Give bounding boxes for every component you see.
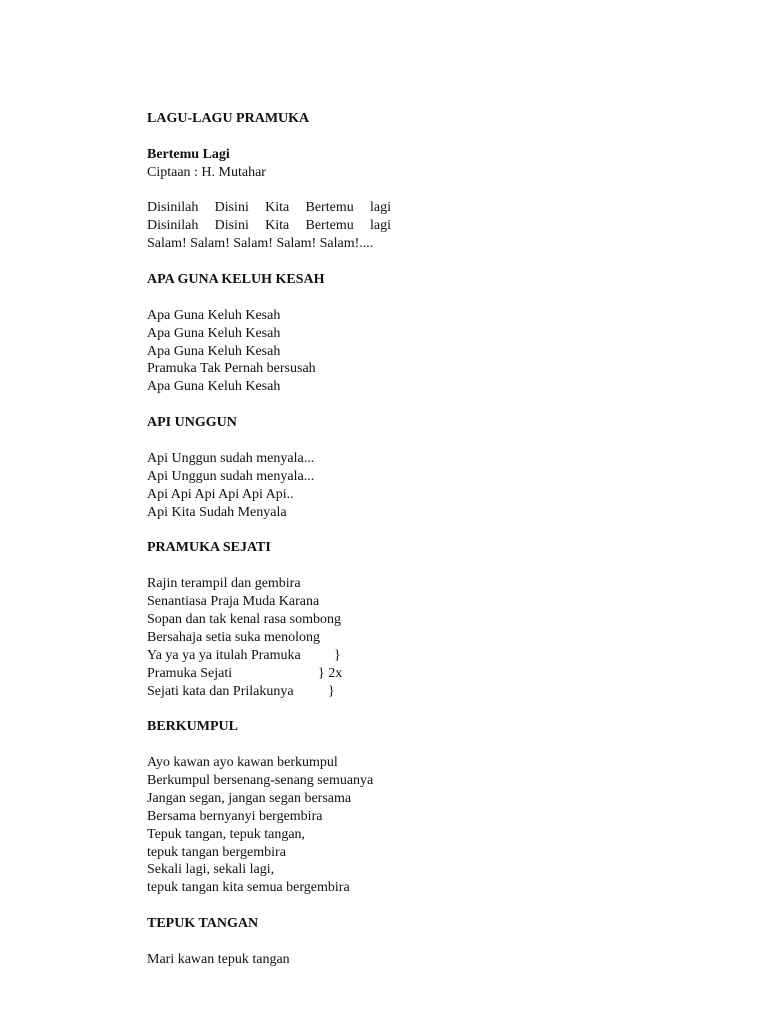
lyric-line: Disinilah Disini Kita Bertemu lagi [147, 218, 391, 234]
lyric-line: Pramuka Tak Pernah bersusah [147, 361, 316, 377]
lyric-line: Mari kawan tepuk tangan [147, 951, 290, 967]
spacer [147, 182, 407, 200]
lyric-line: tepuk tangan kita semua bergembira [147, 880, 350, 896]
lyric-line: Jangan segan, jangan segan bersama [147, 790, 352, 806]
lyric-line: Api Kita Sudah Menyala [147, 504, 287, 520]
lyric-line: Api Api Api Api Api Api.. [147, 486, 294, 502]
song-apa-guna-keluh-kesah [147, 271, 407, 396]
chorus-line [147, 683, 407, 701]
spacer [147, 128, 407, 146]
song-berkumpul [147, 718, 407, 897]
spacer [147, 289, 407, 307]
song-title: Bertemu Lagi [147, 146, 230, 162]
lyric-line: Apa Guna Keluh Kesah [147, 325, 281, 341]
lyric-line: Api Unggun sudah menyala... [147, 468, 315, 484]
lyric-line: tepuk tangan bergembira [147, 844, 286, 860]
song-title: PRAMUKA SEJATI [147, 540, 271, 556]
spacer [147, 897, 407, 915]
lyric-line: Sopan dan tak kenal rasa sombong [147, 611, 342, 627]
song-title: TEPUK TANGAN [147, 916, 259, 932]
spacer [147, 521, 407, 539]
lyric-line: Apa Guna Keluh Kesah [147, 343, 281, 359]
spacer [147, 700, 407, 718]
lyric-line: Senantiasa Praja Muda Karana [147, 594, 320, 610]
spacer [147, 396, 407, 414]
song-title: API UNGGUN [147, 415, 237, 431]
chorus-line [147, 647, 407, 665]
lyric-line: Api Unggun sudah menyala... [147, 450, 315, 466]
lyric-line: Rajin terampil dan gembira [147, 576, 301, 592]
lyric-line: Sekali lagi, sekali lagi, [147, 862, 275, 878]
spacer [147, 736, 407, 754]
lyric-line: Apa Guna Keluh Kesah [147, 307, 281, 323]
chorus-bracket: } [334, 647, 341, 663]
chorus-text: Pramuka Sejati [147, 665, 233, 681]
lyric-line: Apa Guna Keluh Kesah [147, 379, 281, 395]
lyric-line: Berkumpul bersenang-senang semuanya [147, 772, 374, 788]
document-title: LAGU-LAGU PRAMUKA [147, 111, 310, 126]
lyric-line: Bersama bernyanyi bergembira [147, 808, 323, 824]
spacer [147, 253, 407, 271]
song-pramuka-sejati [147, 539, 407, 700]
chorus-bracket: } [328, 683, 335, 699]
chorus-text: Sejati kata dan Prilakunya [147, 683, 294, 699]
song-api-unggun [147, 414, 407, 521]
song-credit: Ciptaan : H. Mutahar [147, 164, 266, 180]
chorus-bracket: } 2x [318, 665, 343, 681]
spacer [147, 432, 407, 450]
document-page [147, 110, 407, 969]
song-title: BERKUMPUL [147, 719, 238, 735]
spacer [147, 933, 407, 951]
song-tepuk-tangan [147, 915, 407, 969]
chorus-text: Ya ya ya ya itulah Pramuka [147, 647, 301, 663]
lyric-line: Disinilah Disini Kita Bertemu lagi [147, 200, 391, 216]
lyric-line: Ayo kawan ayo kawan berkumpul [147, 755, 338, 771]
lyric-line: Tepuk tangan, tepuk tangan, [147, 826, 306, 842]
lyric-line: Salam! Salam! Salam! Salam! Salam!.... [147, 236, 374, 252]
lyric-line: Bersahaja setia suka menolong [147, 629, 321, 645]
song-bertemu-lagi [147, 146, 407, 253]
song-title: APA GUNA KELUH KESAH [147, 272, 325, 288]
chorus-line [147, 665, 407, 683]
spacer [147, 557, 407, 575]
